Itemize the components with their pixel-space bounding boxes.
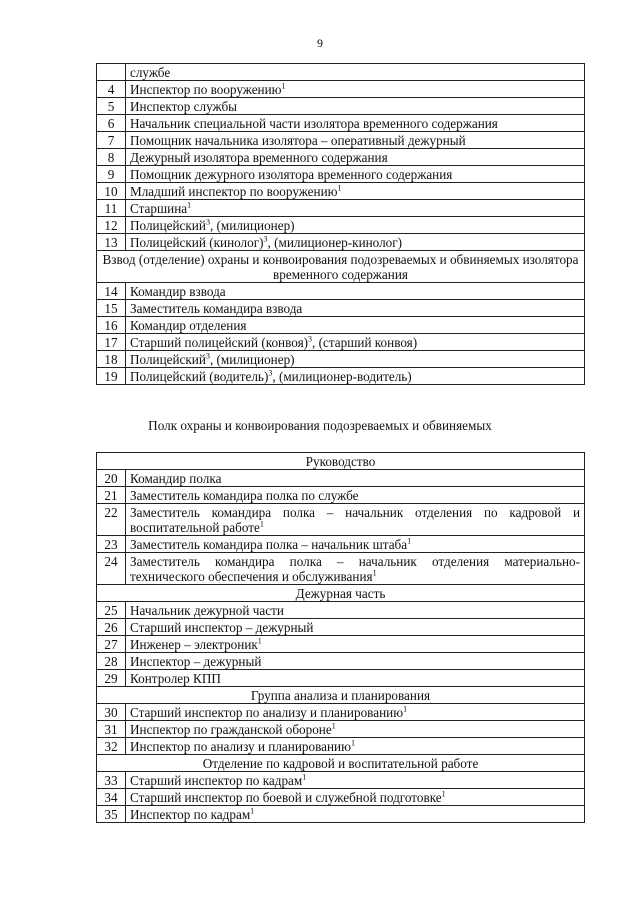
position-title	[126, 351, 585, 368]
row-number: 32	[97, 738, 126, 755]
table-row	[97, 283, 585, 300]
table-row	[97, 300, 585, 317]
table-row	[97, 132, 585, 149]
position-name: Заместитель командира полка – начальник отделения материально-технического обеспечения и обслуживания	[130, 554, 581, 584]
section-header: Дежурная часть	[97, 585, 585, 602]
position-title	[126, 115, 585, 132]
position-title	[126, 504, 585, 536]
footnote-marker: 3	[205, 217, 210, 227]
table-row	[97, 789, 585, 806]
position-name: Заместитель командира взвода	[130, 301, 303, 316]
row-number: 17	[97, 334, 126, 351]
position-name: Помощник дежурного изолятора временного содержания	[130, 167, 453, 182]
footnote-marker: 1	[259, 519, 264, 529]
table-row	[97, 234, 585, 251]
position-title	[126, 300, 585, 317]
position-name: Старший инспектор – дежурный	[130, 620, 314, 635]
footnote-marker: 1	[302, 772, 307, 782]
position-name: Полицейский (водитель)	[130, 369, 269, 384]
row-number: 30	[97, 704, 126, 721]
table-row	[97, 721, 585, 738]
row-number: 34	[97, 789, 126, 806]
position-title	[126, 487, 585, 504]
position-name: Инспектор по анализу и планированию	[130, 739, 351, 754]
section-title: Полк охраны и конвоирования подозреваемых и обвиняемых	[148, 418, 492, 433]
position-title	[126, 149, 585, 166]
position-name: Старшина	[130, 201, 188, 216]
position-name: Инспектор – дежурный	[130, 654, 262, 669]
footnote-marker: 3	[268, 368, 273, 378]
section-header-row	[97, 251, 585, 283]
position-name: Старший инспектор по анализу и планированию	[130, 705, 404, 720]
row-number: 35	[97, 806, 126, 823]
position-alias: , (милиционер)	[209, 218, 295, 233]
position-name: Старший инспектор по кадрам	[130, 773, 303, 788]
row-number: 33	[97, 772, 126, 789]
row-number: 4	[97, 81, 126, 98]
position-name: службе	[130, 65, 171, 80]
position-title	[126, 704, 585, 721]
position-title	[126, 132, 585, 149]
row-number	[97, 64, 126, 81]
position-title	[126, 217, 585, 234]
table-row	[97, 351, 585, 368]
row-number: 16	[97, 317, 126, 334]
position-title	[126, 721, 585, 738]
section-header-row	[97, 687, 585, 704]
row-number: 14	[97, 283, 126, 300]
table-row	[97, 183, 585, 200]
position-name: Младший инспектор по вооружению	[130, 184, 338, 199]
table-row	[97, 98, 585, 115]
position-title	[126, 368, 585, 385]
row-number: 31	[97, 721, 126, 738]
table-row	[97, 217, 585, 234]
footnote-marker: 1	[331, 721, 336, 731]
position-alias: , (милиционер-водитель)	[272, 369, 412, 384]
position-name: Командир отделения	[130, 318, 247, 333]
position-name: Полицейский	[130, 218, 206, 233]
section-header-row	[97, 453, 585, 470]
section-header: Взвод (отделение) охраны и конвоирования подозреваемых и обвиняемых изолятора временного содержания	[97, 251, 585, 283]
row-number: 13	[97, 234, 126, 251]
row-number: 29	[97, 670, 126, 687]
row-number: 18	[97, 351, 126, 368]
footnote-marker: 1	[337, 183, 342, 193]
position-title	[126, 670, 585, 687]
positions-table-1	[96, 63, 585, 385]
table-row	[97, 553, 585, 585]
position-name: Инженер – электроник	[130, 637, 258, 652]
table-row	[97, 806, 585, 823]
position-title	[126, 738, 585, 755]
position-title	[126, 64, 585, 81]
position-title	[126, 317, 585, 334]
row-number: 22	[97, 504, 126, 536]
position-title	[126, 166, 585, 183]
section-header: Руководство	[97, 453, 585, 470]
footnote-marker: 1	[441, 789, 446, 799]
table-row	[97, 738, 585, 755]
position-name: Полицейский	[130, 352, 206, 367]
row-number: 25	[97, 602, 126, 619]
section-header-row	[97, 585, 585, 602]
position-title	[126, 334, 585, 351]
position-name: Старший полицейский (конвоя)	[130, 335, 309, 350]
table-row	[97, 653, 585, 670]
position-name: Помощник начальника изолятора – оперативный дежурный	[130, 133, 466, 148]
position-title	[126, 602, 585, 619]
table-row	[97, 487, 585, 504]
position-alias: , (старший конвоя)	[312, 335, 418, 350]
position-title	[126, 789, 585, 806]
row-number: 10	[97, 183, 126, 200]
position-name: Дежурный изолятора временного содержания	[130, 150, 388, 165]
table-row	[97, 81, 585, 98]
positions-table-2	[96, 452, 585, 823]
table-row	[97, 200, 585, 217]
row-number: 8	[97, 149, 126, 166]
row-number: 7	[97, 132, 126, 149]
position-name: Полицейский (кинолог)	[130, 235, 264, 250]
position-title	[126, 536, 585, 553]
row-number: 6	[97, 115, 126, 132]
table-row	[97, 636, 585, 653]
footnote-marker: 1	[257, 636, 262, 646]
row-number: 21	[97, 487, 126, 504]
position-name: Инспектор по вооружению	[130, 82, 282, 97]
position-name: Командир взвода	[130, 284, 226, 299]
position-name: Инспектор по кадрам	[130, 807, 251, 822]
position-alias: , (милиционер)	[209, 352, 295, 367]
footnote-marker: 1	[372, 568, 377, 578]
position-title	[126, 183, 585, 200]
page-number: 9	[317, 36, 323, 50]
footnote-marker: 3	[205, 351, 210, 361]
row-number: 12	[97, 217, 126, 234]
position-alias: , (милиционер-кинолог)	[267, 235, 403, 250]
table-row	[97, 504, 585, 536]
footnote-marker: 1	[281, 81, 286, 91]
position-name: Командир полка	[130, 471, 222, 486]
position-name: Заместитель командира полка – начальник штаба	[130, 537, 408, 552]
position-title	[126, 619, 585, 636]
row-number: 19	[97, 368, 126, 385]
footnote-marker: 1	[407, 536, 412, 546]
footnote-marker: 1	[250, 806, 255, 816]
position-title	[126, 98, 585, 115]
position-name: Заместитель командира полка – начальник отделения по кадровой и воспитательной работе	[130, 505, 581, 535]
table-row	[97, 619, 585, 636]
table-row	[97, 166, 585, 183]
footnote-marker: 3	[263, 234, 268, 244]
table-row	[97, 334, 585, 351]
row-number: 23	[97, 536, 126, 553]
section-header: Отделение по кадровой и воспитательной работе	[97, 755, 585, 772]
row-number: 28	[97, 653, 126, 670]
row-number: 9	[97, 166, 126, 183]
position-name: Инспектор службы	[130, 99, 238, 114]
table-row	[97, 470, 585, 487]
row-number: 24	[97, 553, 126, 585]
table-row	[97, 115, 585, 132]
table-row	[97, 670, 585, 687]
position-name: Начальник специальной части изолятора временного содержания	[130, 116, 498, 131]
table-row	[97, 317, 585, 334]
table-row	[97, 64, 585, 81]
position-name: Контролер КПП	[130, 671, 221, 686]
position-name: Инспектор по гражданской обороне	[130, 722, 332, 737]
footnote-marker: 3	[308, 334, 313, 344]
table-row	[97, 772, 585, 789]
table-row	[97, 704, 585, 721]
position-title	[126, 772, 585, 789]
footnote-marker: 1	[350, 738, 355, 748]
section-header: Группа анализа и планирования	[97, 687, 585, 704]
footnote-marker: 1	[403, 704, 408, 714]
position-title	[126, 200, 585, 217]
row-number: 27	[97, 636, 126, 653]
position-title	[126, 283, 585, 300]
footnote-marker: 1	[187, 200, 192, 210]
position-name: Старший инспектор по боевой и служебной подготовке	[130, 790, 442, 805]
position-title	[126, 81, 585, 98]
row-number: 20	[97, 470, 126, 487]
row-number: 11	[97, 200, 126, 217]
position-name: Начальник дежурной части	[130, 603, 284, 618]
table-row	[97, 368, 585, 385]
table-row	[97, 602, 585, 619]
position-title	[126, 806, 585, 823]
row-number: 5	[97, 98, 126, 115]
position-title	[126, 553, 585, 585]
position-title	[126, 234, 585, 251]
position-name: Заместитель командира полка по службе	[130, 488, 359, 503]
row-number: 26	[97, 619, 126, 636]
position-title	[126, 470, 585, 487]
row-number: 15	[97, 300, 126, 317]
position-title	[126, 636, 585, 653]
section-header-row	[97, 755, 585, 772]
position-title	[126, 653, 585, 670]
table-row	[97, 149, 585, 166]
table-row	[97, 536, 585, 553]
